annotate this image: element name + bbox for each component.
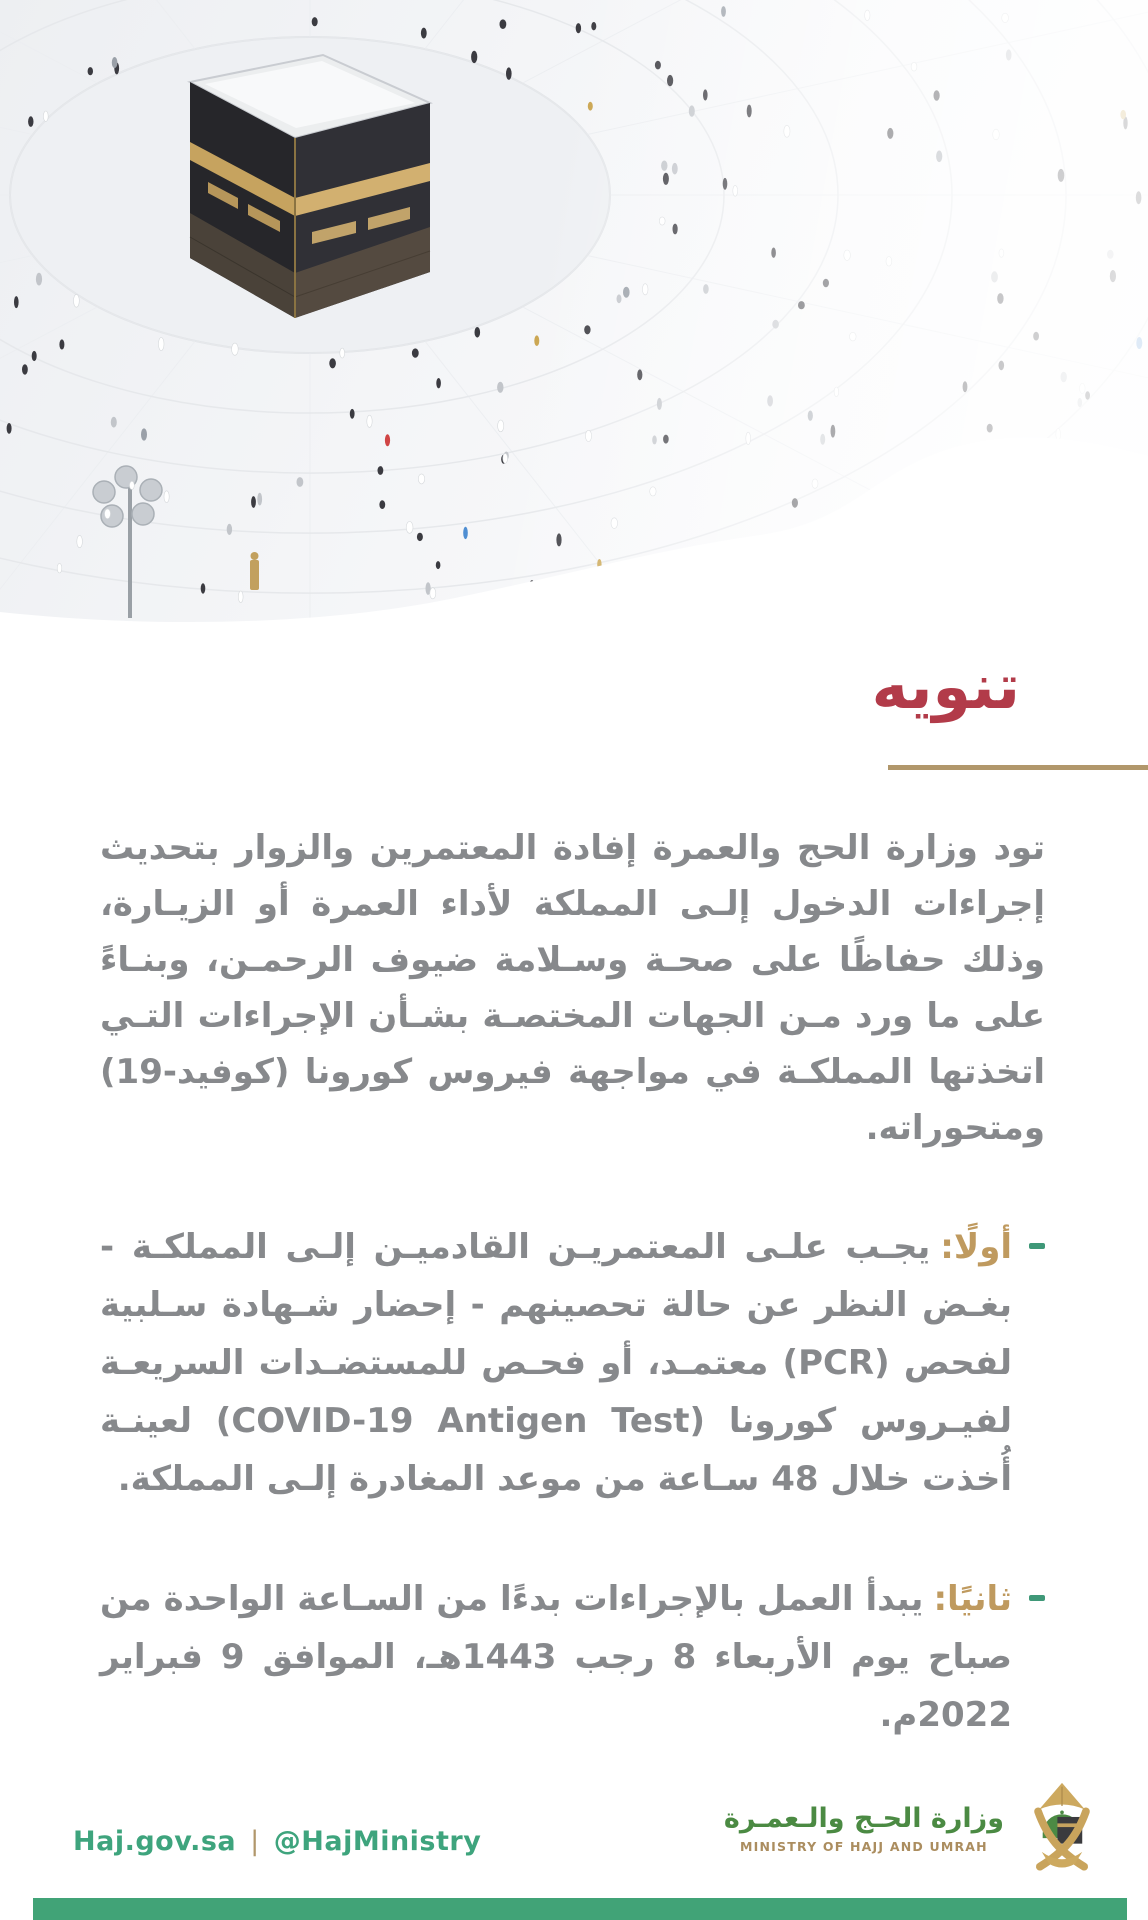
ministry-name-english: MINISTRY OF HAJJ AND UMRAH xyxy=(740,1838,988,1854)
item-label: ثانيًا: xyxy=(933,1579,1012,1620)
social-handle-link[interactable]: @HajMinistry xyxy=(273,1826,482,1857)
bullet-dash-icon xyxy=(1029,1595,1045,1601)
website-link[interactable]: Haj.gov.sa xyxy=(73,1826,237,1857)
wave-shape xyxy=(0,437,1148,650)
ministry-logo xyxy=(724,1780,1108,1876)
page-title: تنويه xyxy=(871,650,1020,723)
notice-content xyxy=(0,650,1148,1744)
kaaba-illustration xyxy=(190,55,430,318)
intro-paragraph: تود وزارة الحج والعمرة إفادة المعتمرين والزوار بتحديث إجراءات الدخول إلـى المملكة لأداء العمرة أو الزيـارة، وذلك حفاظًا على صحـة وسـلامة ضيوف الرحمـن، وبنـاءً على ما ورد مـن الجهات المختصـة بشـأن الإجراءات التـي اتخذتها المملكـة في مواجهة فيروس كورونا (كوفيد-19) ومتحوراته. xyxy=(100,828,1045,1149)
item-body: يبدأ العمل بالإجراءات بدءًا من السـاعة الواحدة من صباح يوم الأربعاء 8 رجب 1443هـ، الموافق 9 فبراير 2022م. xyxy=(100,1579,1012,1736)
title-divider xyxy=(888,765,1148,770)
ministry-wordmark xyxy=(724,1803,1004,1854)
kaaba-courtyard-illustration xyxy=(0,0,1148,650)
footer-bar xyxy=(33,1898,1127,1920)
list-item-text xyxy=(100,1570,1012,1744)
item-body: يجـب علـى المعتمريـن القادميـن إلـى المملكـة - بغـض النظر عن حالة تحصينهم - إحضار شـهادة سـلبية لفحص (PCR) معتمـد، أو فحـص للمستضـدات السريعـة لفيـروس كورونا (COVID-19 Antigen Test) لعينـة أُخذت خلال 48 سـاعة من موعد المغادرة إلـى المملكة. xyxy=(100,1227,1012,1500)
list-item-text xyxy=(100,1218,1012,1508)
hero-photo xyxy=(0,0,1148,650)
footer-separator: | xyxy=(250,1826,260,1857)
footer-links xyxy=(73,1826,481,1857)
bullet-dash-icon xyxy=(1029,1243,1045,1249)
ministry-emblem-icon xyxy=(1016,1780,1108,1876)
list-item-first xyxy=(100,1218,1045,1508)
item-label: أولًا: xyxy=(940,1227,1012,1268)
list-item-second xyxy=(100,1570,1045,1744)
ministry-name-arabic: وزارة الحـج والـعمـرة xyxy=(723,1802,1004,1834)
